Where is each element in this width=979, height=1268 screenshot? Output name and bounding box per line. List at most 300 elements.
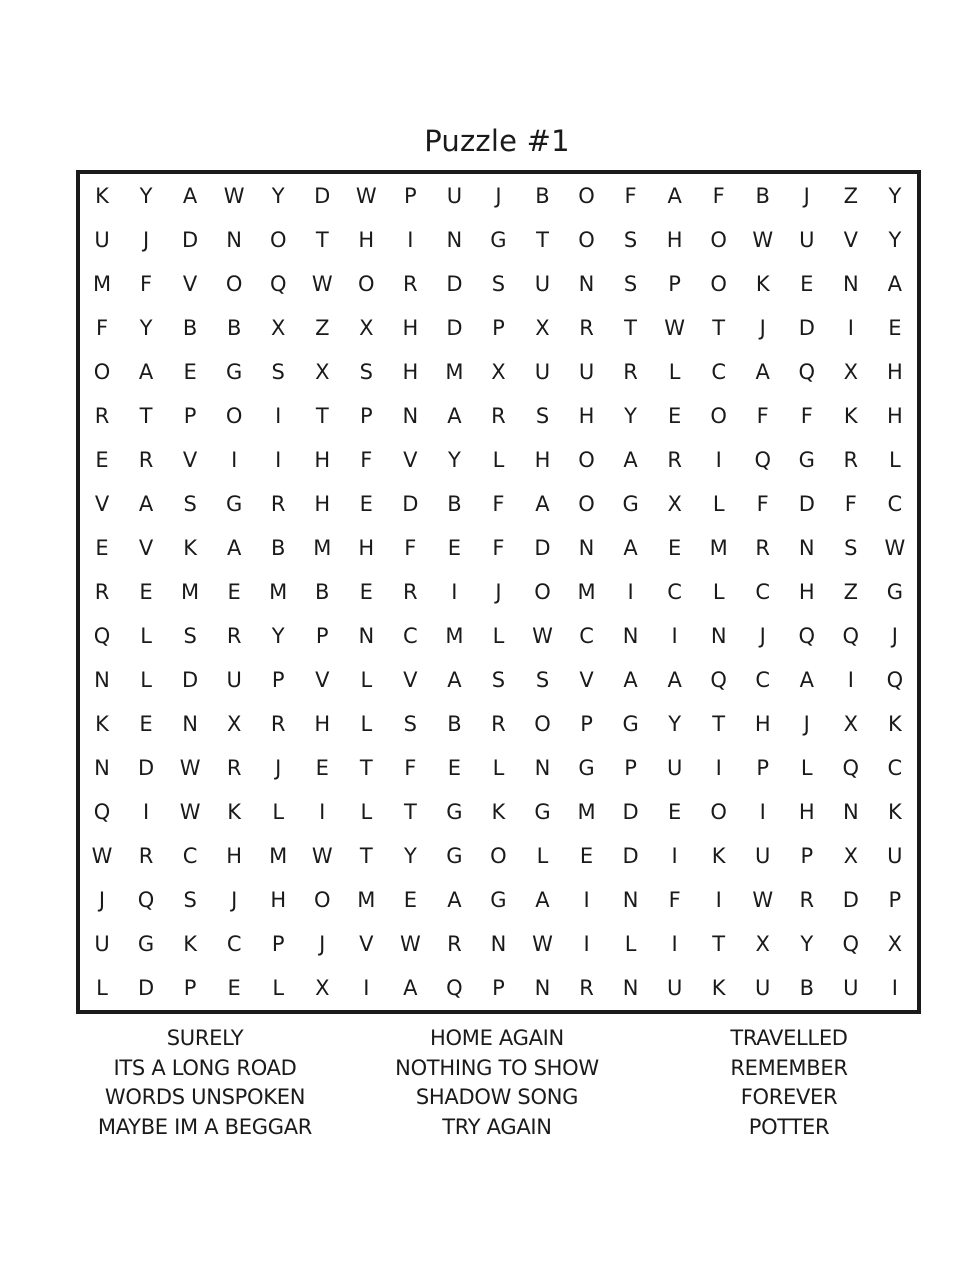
grid-cell[interactable]: G <box>490 887 507 912</box>
grid-cell[interactable]: E <box>95 447 109 472</box>
grid-cell[interactable]: I <box>891 975 898 1000</box>
grid-cell[interactable]: I <box>407 227 414 252</box>
grid-cell[interactable]: H <box>270 887 287 912</box>
grid-cell[interactable]: P <box>492 975 505 1000</box>
grid-cell[interactable]: Y <box>668 711 682 736</box>
grid-cell[interactable]: R <box>226 755 242 780</box>
grid-cell[interactable]: H <box>314 711 331 736</box>
grid-cell[interactable]: D <box>182 227 199 252</box>
grid-cell[interactable]: R <box>579 975 594 1000</box>
grid-cell[interactable]: W <box>91 843 113 868</box>
grid-cell[interactable]: W <box>355 183 377 208</box>
grid-cell[interactable]: Q <box>842 755 860 780</box>
grid-cell[interactable]: N <box>622 887 639 912</box>
grid-cell[interactable]: K <box>491 799 506 824</box>
grid-cell[interactable]: F <box>404 755 417 780</box>
grid-cell[interactable]: Y <box>139 315 153 340</box>
grid-cell[interactable]: J <box>98 887 106 912</box>
grid-cell[interactable]: C <box>667 579 682 604</box>
grid-cell[interactable]: N <box>226 227 243 252</box>
grid-cell[interactable]: L <box>360 799 373 824</box>
grid-cell[interactable]: L <box>140 667 152 692</box>
grid-cell[interactable]: I <box>231 447 238 472</box>
grid-cell[interactable]: R <box>270 491 286 516</box>
grid-cell[interactable]: A <box>535 887 550 912</box>
grid-cell[interactable]: H <box>798 799 815 824</box>
grid-cell[interactable]: X <box>315 975 330 1000</box>
grid-cell[interactable]: O <box>710 403 727 428</box>
grid-cell[interactable]: F <box>844 491 857 516</box>
grid-cell[interactable]: U <box>666 755 683 780</box>
grid-cell[interactable]: A <box>755 359 770 384</box>
grid-cell[interactable]: E <box>579 843 594 868</box>
grid-cell[interactable]: T <box>359 843 373 868</box>
grid-cell[interactable]: L <box>668 359 681 384</box>
grid-cell[interactable]: O <box>578 183 595 208</box>
grid-cell[interactable]: U <box>534 359 551 384</box>
grid-cell[interactable]: J <box>891 623 898 648</box>
grid-cell[interactable]: H <box>314 491 331 516</box>
grid-cell[interactable]: A <box>182 183 198 208</box>
grid-cell[interactable]: D <box>622 843 639 868</box>
grid-cell[interactable]: X <box>843 843 859 868</box>
grid-cell[interactable]: K <box>755 271 770 296</box>
grid-cell[interactable]: L <box>360 667 373 692</box>
grid-cell[interactable]: X <box>843 359 859 384</box>
grid-cell[interactable]: N <box>622 975 639 1000</box>
grid-cell[interactable]: U <box>94 931 110 956</box>
grid-cell[interactable]: U <box>755 975 771 1000</box>
grid-cell[interactable]: O <box>710 271 727 296</box>
grid-cell[interactable]: G <box>534 799 551 824</box>
grid-cell[interactable]: A <box>623 667 638 692</box>
grid-cell[interactable]: H <box>754 711 771 736</box>
grid-cell[interactable]: N <box>358 623 375 648</box>
grid-cell[interactable]: A <box>403 975 418 1000</box>
grid-cell[interactable]: L <box>800 755 813 780</box>
grid-cell[interactable]: F <box>624 183 637 208</box>
grid-cell[interactable]: M <box>445 359 464 384</box>
grid-cell[interactable]: I <box>142 799 150 824</box>
grid-cell[interactable]: S <box>183 887 197 912</box>
grid-cell[interactable]: T <box>536 227 549 252</box>
grid-cell[interactable]: L <box>712 579 725 604</box>
grid-cell[interactable]: E <box>139 711 153 736</box>
grid-cell[interactable]: K <box>887 711 902 736</box>
grid-cell[interactable]: K <box>843 403 858 428</box>
grid-cell[interactable]: K <box>95 183 109 208</box>
grid-cell[interactable]: B <box>226 315 242 340</box>
grid-cell[interactable]: A <box>138 359 154 384</box>
grid-cell[interactable]: M <box>269 843 288 868</box>
grid-cell[interactable]: I <box>847 667 854 692</box>
grid-cell[interactable]: L <box>140 623 152 648</box>
grid-cell[interactable]: W <box>532 931 553 956</box>
grid-cell[interactable]: G <box>490 227 507 252</box>
grid-cell[interactable]: F <box>404 535 417 560</box>
grid-cell[interactable]: E <box>139 579 153 604</box>
grid-cell[interactable]: O <box>225 271 243 296</box>
grid-cell[interactable]: M <box>269 579 288 604</box>
grid-cell[interactable]: O <box>578 447 595 472</box>
grid-cell[interactable]: C <box>887 491 903 516</box>
grid-cell[interactable]: F <box>756 403 769 428</box>
grid-cell[interactable]: I <box>583 887 590 912</box>
grid-cell[interactable]: W <box>223 183 245 208</box>
grid-cell[interactable]: G <box>226 491 243 516</box>
grid-cell[interactable]: C <box>182 843 198 868</box>
grid-cell[interactable]: W <box>311 843 333 868</box>
grid-cell[interactable]: A <box>623 447 638 472</box>
grid-cell[interactable]: P <box>580 711 593 736</box>
grid-cell[interactable]: U <box>755 843 771 868</box>
grid-cell[interactable]: J <box>142 227 150 252</box>
grid-cell[interactable]: U <box>226 667 242 692</box>
grid-cell[interactable]: R <box>579 315 594 340</box>
grid-cell[interactable]: X <box>755 931 770 956</box>
grid-cell[interactable]: O <box>710 227 727 252</box>
grid-cell[interactable]: I <box>319 799 326 824</box>
grid-cell[interactable]: W <box>884 535 906 560</box>
grid-cell[interactable]: K <box>95 711 109 736</box>
grid-cell[interactable]: N <box>842 271 859 296</box>
grid-cell[interactable]: R <box>94 579 110 604</box>
grid-cell[interactable]: W <box>664 315 686 340</box>
grid-cell[interactable]: B <box>182 315 198 340</box>
grid-cell[interactable]: F <box>360 447 373 472</box>
grid-cell[interactable]: N <box>578 535 595 560</box>
grid-cell[interactable]: D <box>798 315 815 340</box>
grid-cell[interactable]: X <box>315 359 330 384</box>
grid-cell[interactable]: P <box>492 315 505 340</box>
grid-cell[interactable]: Q <box>798 623 816 648</box>
grid-cell[interactable]: T <box>712 711 726 736</box>
grid-cell[interactable]: Q <box>754 447 771 472</box>
grid-cell[interactable]: O <box>490 843 507 868</box>
grid-cell[interactable]: Q <box>798 359 816 384</box>
grid-cell[interactable]: R <box>94 403 110 428</box>
grid-cell[interactable]: Q <box>137 887 155 912</box>
grid-cell[interactable]: O <box>578 491 595 516</box>
grid-cell[interactable]: I <box>671 843 678 868</box>
grid-cell[interactable]: M <box>709 535 728 560</box>
grid-cell[interactable]: O <box>225 403 243 428</box>
grid-cell[interactable]: F <box>140 271 153 296</box>
grid-cell[interactable]: I <box>847 315 854 340</box>
grid-cell[interactable]: W <box>532 623 553 648</box>
grid-cell[interactable]: B <box>271 535 286 560</box>
grid-cell[interactable]: L <box>624 931 637 956</box>
grid-cell[interactable]: D <box>402 491 419 516</box>
grid-cell[interactable]: P <box>756 755 770 780</box>
grid-cell[interactable]: I <box>451 579 458 604</box>
grid-cell[interactable]: M <box>357 887 376 912</box>
grid-cell[interactable]: V <box>403 667 418 692</box>
grid-cell[interactable]: R <box>667 447 682 472</box>
grid-cell[interactable]: R <box>403 579 418 604</box>
grid-cell[interactable]: K <box>183 535 197 560</box>
grid-cell[interactable]: N <box>622 623 639 648</box>
grid-cell[interactable]: H <box>886 359 903 384</box>
grid-cell[interactable]: A <box>887 271 903 296</box>
grid-cell[interactable]: B <box>447 711 462 736</box>
grid-cell[interactable]: U <box>666 975 683 1000</box>
grid-cell[interactable]: E <box>447 535 462 560</box>
grid-cell[interactable]: A <box>447 403 462 428</box>
grid-cell[interactable]: E <box>359 491 373 516</box>
grid-cell[interactable]: P <box>359 403 373 428</box>
grid-cell[interactable]: O <box>534 579 551 604</box>
grid-cell[interactable]: W <box>752 887 774 912</box>
grid-cell[interactable]: S <box>403 711 418 736</box>
grid-cell[interactable]: Y <box>888 183 902 208</box>
grid-cell[interactable]: E <box>315 755 329 780</box>
grid-cell[interactable]: R <box>491 403 506 428</box>
grid-cell[interactable]: P <box>624 755 637 780</box>
grid-cell[interactable]: D <box>446 271 463 296</box>
grid-cell[interactable]: X <box>667 491 682 516</box>
grid-cell[interactable]: V <box>359 931 374 956</box>
grid-cell[interactable]: R <box>755 535 771 560</box>
grid-cell[interactable]: S <box>623 227 638 252</box>
grid-cell[interactable]: N <box>534 975 551 1000</box>
grid-cell[interactable]: L <box>536 843 549 868</box>
grid-cell[interactable]: D <box>622 799 639 824</box>
grid-cell[interactable]: Z <box>843 183 859 208</box>
grid-cell[interactable]: S <box>183 491 197 516</box>
grid-cell[interactable]: O <box>313 887 331 912</box>
grid-cell[interactable]: Q <box>886 667 904 692</box>
grid-cell[interactable]: W <box>311 271 333 296</box>
grid-cell[interactable]: J <box>803 711 810 736</box>
grid-cell[interactable]: F <box>492 535 505 560</box>
grid-cell[interactable]: I <box>275 403 282 428</box>
grid-cell[interactable]: G <box>578 755 595 780</box>
grid-cell[interactable]: V <box>579 667 594 692</box>
grid-cell[interactable]: W <box>399 931 421 956</box>
grid-cell[interactable]: B <box>447 491 462 516</box>
grid-cell[interactable]: G <box>137 931 155 956</box>
grid-cell[interactable]: I <box>583 931 590 956</box>
grid-cell[interactable]: Y <box>271 183 285 208</box>
grid-cell[interactable]: A <box>447 887 462 912</box>
grid-cell[interactable]: C <box>403 623 418 648</box>
grid-cell[interactable]: P <box>271 931 285 956</box>
grid-cell[interactable]: D <box>137 975 155 1000</box>
grid-cell[interactable]: F <box>668 887 681 912</box>
grid-cell[interactable]: R <box>138 843 154 868</box>
grid-cell[interactable]: M <box>92 271 112 296</box>
grid-cell[interactable]: L <box>889 447 901 472</box>
grid-cell[interactable]: V <box>182 271 198 296</box>
grid-cell[interactable]: I <box>759 799 766 824</box>
grid-cell[interactable]: O <box>358 271 375 296</box>
grid-cell[interactable]: Y <box>271 623 285 648</box>
grid-cell[interactable]: S <box>491 271 506 296</box>
grid-cell[interactable]: P <box>800 843 814 868</box>
grid-cell[interactable]: L <box>492 447 505 472</box>
grid-cell[interactable]: V <box>94 491 110 516</box>
grid-cell[interactable]: A <box>667 183 682 208</box>
grid-cell[interactable]: O <box>93 359 111 384</box>
grid-cell[interactable]: H <box>578 403 595 428</box>
grid-cell[interactable]: O <box>269 227 287 252</box>
grid-cell[interactable]: F <box>492 491 505 516</box>
grid-cell[interactable]: E <box>95 535 109 560</box>
grid-cell[interactable]: T <box>712 931 726 956</box>
grid-cell[interactable]: K <box>183 931 197 956</box>
grid-cell[interactable]: I <box>715 755 722 780</box>
grid-cell[interactable]: D <box>314 183 331 208</box>
grid-cell[interactable]: S <box>491 667 506 692</box>
grid-cell[interactable]: M <box>313 535 332 560</box>
grid-cell[interactable]: Y <box>403 843 417 868</box>
grid-cell[interactable]: Q <box>710 667 727 692</box>
grid-cell[interactable]: Y <box>800 931 814 956</box>
grid-cell[interactable]: T <box>359 755 373 780</box>
grid-cell[interactable]: U <box>843 975 859 1000</box>
grid-cell[interactable]: U <box>578 359 595 384</box>
grid-cell[interactable]: T <box>315 403 329 428</box>
grid-cell[interactable]: W <box>752 227 774 252</box>
grid-cell[interactable]: M <box>577 579 596 604</box>
grid-cell[interactable]: S <box>623 271 638 296</box>
grid-cell[interactable]: R <box>270 711 286 736</box>
grid-cell[interactable]: E <box>227 975 241 1000</box>
grid-cell[interactable]: H <box>358 535 375 560</box>
grid-cell[interactable]: T <box>315 227 329 252</box>
grid-cell[interactable]: X <box>843 711 859 736</box>
grid-cell[interactable]: H <box>534 447 551 472</box>
grid-cell[interactable]: F <box>800 403 813 428</box>
grid-cell[interactable]: N <box>798 535 815 560</box>
grid-cell[interactable]: A <box>138 491 154 516</box>
grid-cell[interactable]: Q <box>842 931 860 956</box>
grid-cell[interactable]: R <box>447 931 462 956</box>
grid-cell[interactable]: G <box>886 579 903 604</box>
grid-cell[interactable]: N <box>94 667 110 692</box>
grid-cell[interactable]: Z <box>843 579 859 604</box>
grid-cell[interactable]: C <box>579 623 594 648</box>
grid-cell[interactable]: P <box>183 975 197 1000</box>
grid-cell[interactable]: J <box>231 887 238 912</box>
grid-cell[interactable]: L <box>360 711 373 736</box>
grid-cell[interactable]: G <box>622 711 639 736</box>
grid-cell[interactable]: I <box>363 975 370 1000</box>
grid-cell[interactable]: N <box>402 403 419 428</box>
grid-cell[interactable]: H <box>666 227 683 252</box>
grid-cell[interactable]: D <box>137 755 155 780</box>
grid-cell[interactable]: T <box>139 403 153 428</box>
grid-cell[interactable]: B <box>315 579 330 604</box>
grid-cell[interactable]: K <box>887 799 902 824</box>
grid-cell[interactable]: I <box>671 623 678 648</box>
grid-cell[interactable]: F <box>756 491 769 516</box>
grid-cell[interactable]: I <box>671 931 678 956</box>
grid-cell[interactable]: P <box>888 887 902 912</box>
grid-cell[interactable]: Y <box>447 447 461 472</box>
grid-cell[interactable]: L <box>492 755 505 780</box>
grid-cell[interactable]: Y <box>624 403 637 428</box>
grid-cell[interactable]: A <box>623 535 638 560</box>
grid-cell[interactable]: V <box>315 667 330 692</box>
grid-cell[interactable]: S <box>535 403 550 428</box>
grid-cell[interactable]: R <box>138 447 154 472</box>
grid-cell[interactable]: E <box>800 271 814 296</box>
grid-cell[interactable]: S <box>271 359 285 384</box>
grid-cell[interactable]: A <box>447 667 462 692</box>
grid-cell[interactable]: X <box>491 359 506 384</box>
grid-cell[interactable]: Z <box>315 315 330 340</box>
grid-cell[interactable]: V <box>403 447 418 472</box>
grid-cell[interactable]: H <box>798 579 815 604</box>
grid-cell[interactable]: W <box>179 799 201 824</box>
grid-cell[interactable]: H <box>358 227 375 252</box>
grid-cell[interactable]: R <box>226 623 242 648</box>
grid-cell[interactable]: X <box>226 711 242 736</box>
grid-cell[interactable]: J <box>495 183 502 208</box>
grid-cell[interactable]: J <box>803 183 810 208</box>
grid-cell[interactable]: N <box>578 271 595 296</box>
grid-cell[interactable]: I <box>715 887 722 912</box>
grid-cell[interactable]: H <box>402 359 419 384</box>
grid-cell[interactable]: K <box>711 843 726 868</box>
grid-cell[interactable]: Q <box>93 799 111 824</box>
grid-cell[interactable]: K <box>711 975 726 1000</box>
grid-cell[interactable]: P <box>404 183 417 208</box>
grid-cell[interactable]: E <box>227 579 241 604</box>
grid-cell[interactable]: H <box>226 843 243 868</box>
grid-cell[interactable]: O <box>534 711 551 736</box>
grid-cell[interactable]: R <box>403 271 418 296</box>
grid-cell[interactable]: D <box>842 887 859 912</box>
grid-cell[interactable]: M <box>577 799 596 824</box>
grid-cell[interactable]: N <box>710 623 727 648</box>
grid-cell[interactable]: N <box>446 227 463 252</box>
grid-cell[interactable]: Y <box>139 183 153 208</box>
grid-cell[interactable]: Q <box>446 975 463 1000</box>
grid-cell[interactable]: Y <box>888 227 902 252</box>
grid-cell[interactable]: B <box>755 183 770 208</box>
grid-cell[interactable]: A <box>226 535 242 560</box>
grid-cell[interactable]: Q <box>93 623 111 648</box>
grid-cell[interactable]: B <box>535 183 550 208</box>
grid-cell[interactable]: I <box>627 579 634 604</box>
grid-cell[interactable]: H <box>402 315 419 340</box>
grid-cell[interactable]: U <box>887 843 903 868</box>
grid-cell[interactable]: R <box>843 447 859 472</box>
grid-cell[interactable]: E <box>359 579 373 604</box>
grid-cell[interactable]: L <box>712 491 725 516</box>
grid-cell[interactable]: Q <box>842 623 860 648</box>
grid-cell[interactable]: T <box>712 315 726 340</box>
grid-cell[interactable]: V <box>182 447 198 472</box>
grid-cell[interactable]: G <box>226 359 243 384</box>
grid-cell[interactable]: I <box>275 447 282 472</box>
grid-cell[interactable]: A <box>799 667 814 692</box>
grid-cell[interactable]: E <box>667 799 682 824</box>
grid-cell[interactable]: P <box>183 403 197 428</box>
grid-cell[interactable]: D <box>182 667 199 692</box>
grid-cell[interactable]: N <box>94 755 110 780</box>
grid-cell[interactable]: A <box>667 667 682 692</box>
grid-cell[interactable]: J <box>759 623 766 648</box>
grid-cell[interactable]: P <box>315 623 329 648</box>
grid-cell[interactable]: F <box>712 183 725 208</box>
grid-cell[interactable]: L <box>492 623 505 648</box>
grid-cell[interactable]: J <box>275 755 282 780</box>
grid-cell[interactable]: R <box>799 887 815 912</box>
